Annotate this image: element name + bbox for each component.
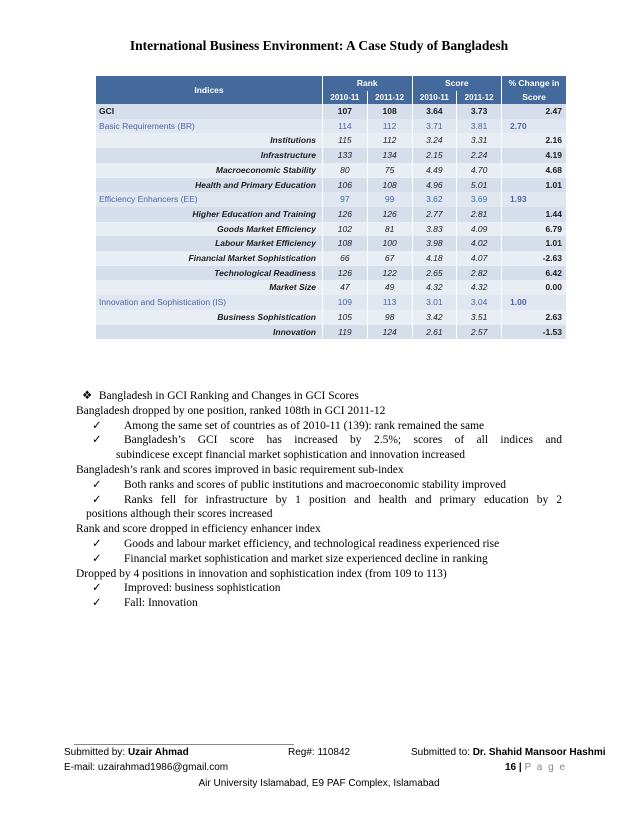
check-item: ✓ Bangladesh’s GCI score has increased by 2.5%; scores of all indices and <box>92 434 562 447</box>
rank-2011: 122 <box>367 266 412 281</box>
check-icon: ✓ <box>92 537 102 550</box>
rank-2011: 100 <box>367 236 412 251</box>
rank-2010: 133 <box>323 148 368 163</box>
index-name: Market Size <box>96 280 323 295</box>
score-2011: 4.07 <box>457 251 502 266</box>
index-name: Efficiency Enhancers (EE) <box>96 192 323 207</box>
rank-2010: 107 <box>323 104 368 119</box>
score-2011: 3.04 <box>457 295 502 310</box>
table-row <box>96 325 566 340</box>
score-2011: 5.01 <box>457 178 502 193</box>
index-name: Higher Education and Training <box>96 207 323 222</box>
pct-change: 1.01 <box>502 178 567 193</box>
check-item-continuation: positions although their scores increased <box>86 508 273 521</box>
rank-2010: 115 <box>323 133 368 148</box>
table-row <box>96 280 566 295</box>
pct-change: 2.63 <box>502 310 567 325</box>
rank-2010: 97 <box>323 192 368 207</box>
index-name: Macroeconomic Stability <box>96 163 323 178</box>
index-name: Infrastructure <box>96 148 323 163</box>
gci-table <box>96 76 566 339</box>
col-score-2011: 2011-12 <box>457 91 502 104</box>
rank-2011: 112 <box>367 133 412 148</box>
table-row <box>96 222 566 237</box>
footer-address: Air University Islamabad, E9 PAF Complex, Islamabad <box>198 778 440 789</box>
col-rank-2011: 2011-12 <box>367 91 412 104</box>
index-name: Labour Market Efficiency <box>96 236 323 251</box>
footer-divider <box>74 744 294 745</box>
page-header-title: International Business Environment: A Case Study of Bangladesh <box>129 38 509 53</box>
pct-change: 1.93 <box>502 192 567 207</box>
table-row <box>96 207 566 222</box>
footer-submitted-by: Submitted by: Uzair Ahmad <box>64 747 189 758</box>
paragraph: Rank and score dropped in efficiency enhancer index <box>76 523 321 536</box>
score-2010: 3.83 <box>412 222 457 237</box>
index-name: Goods Market Efficiency <box>96 222 323 237</box>
score-2011: 2.81 <box>457 207 502 222</box>
score-2010: 3.98 <box>412 236 457 251</box>
score-2011: 4.09 <box>457 222 502 237</box>
score-2010: 4.32 <box>412 280 457 295</box>
score-2010: 3.62 <box>412 192 457 207</box>
check-icon: ✓ <box>92 419 102 432</box>
score-2010: 3.71 <box>412 119 457 134</box>
pct-change: -1.53 <box>502 325 567 340</box>
rank-2011: 49 <box>367 280 412 295</box>
rank-2010: 108 <box>323 236 368 251</box>
rank-2011: 124 <box>367 325 412 340</box>
col-rank-2010: 2010-11 <box>323 91 368 104</box>
index-name: Innovation <box>96 325 323 340</box>
index-name: Basic Requirements (BR) <box>96 119 323 134</box>
col-indices: Indices <box>96 76 323 104</box>
col-score-2010: 2010-11 <box>412 91 457 104</box>
check-icon: ✓ <box>92 478 102 491</box>
score-2010: 2.77 <box>412 207 457 222</box>
pct-change: 6.79 <box>502 222 567 237</box>
col-rank: Rank <box>323 76 413 91</box>
check-item: ✓ Improved: business sophistication <box>92 582 281 595</box>
score-2010: 3.64 <box>412 104 457 119</box>
pct-change: -2.63 <box>502 251 567 266</box>
score-2011: 3.31 <box>457 133 502 148</box>
score-2010: 3.42 <box>412 310 457 325</box>
pct-change: 1.00 <box>502 295 567 310</box>
pct-change: 2.70 <box>502 119 567 134</box>
table-row <box>96 295 566 310</box>
rank-2010: 114 <box>323 119 368 134</box>
check-item: ✓ Fall: Innovation <box>92 597 198 610</box>
score-2010: 3.01 <box>412 295 457 310</box>
score-2010: 4.49 <box>412 163 457 178</box>
col-pct-change: % Change in Score <box>502 76 567 104</box>
score-2011: 3.51 <box>457 310 502 325</box>
table-row <box>96 133 566 148</box>
rank-2011: 112 <box>367 119 412 134</box>
footer-submitted-to: Submitted to: Dr. Shahid Mansoor Hashmi <box>411 747 606 758</box>
index-name: Health and Primary Education <box>96 178 323 193</box>
table-row <box>96 178 566 193</box>
index-name: Financial Market Sophistication <box>96 251 323 266</box>
pct-change: 1.01 <box>502 236 567 251</box>
table-row <box>96 310 566 325</box>
score-2010: 2.15 <box>412 148 457 163</box>
rank-2010: 80 <box>323 163 368 178</box>
rank-2011: 113 <box>367 295 412 310</box>
gci-table-body <box>96 104 566 339</box>
score-2011: 3.73 <box>457 104 502 119</box>
rank-2010: 126 <box>323 266 368 281</box>
table-row <box>96 148 566 163</box>
score-2011: 4.32 <box>457 280 502 295</box>
rank-2010: 106 <box>323 178 368 193</box>
table-row <box>96 266 566 281</box>
check-item: ✓ Goods and labour market efficiency, and technological readiness experienced rise <box>92 537 500 550</box>
score-2010: 2.65 <box>412 266 457 281</box>
check-icon: ✓ <box>92 597 102 610</box>
pct-change: 4.68 <box>502 163 567 178</box>
table-row <box>96 251 566 266</box>
table-row <box>96 192 566 207</box>
rank-2011: 99 <box>367 192 412 207</box>
check-item: ✓ Among the same set of countries as of 2010-11 (139): rank remained the same <box>92 419 485 432</box>
score-2011: 3.81 <box>457 119 502 134</box>
score-2011: 2.57 <box>457 325 502 340</box>
footer-page-number: 16 | P a g e <box>505 762 567 773</box>
pct-change: 6.42 <box>502 266 567 281</box>
rank-2010: 105 <box>323 310 368 325</box>
score-2011: 4.70 <box>457 163 502 178</box>
table-row <box>96 163 566 178</box>
paragraph: Bangladesh’s rank and scores improved in basic requirement sub-index <box>76 463 404 476</box>
pct-change: 4.19 <box>502 148 567 163</box>
rank-2011: 98 <box>367 310 412 325</box>
pct-change: 1.44 <box>502 207 567 222</box>
score-2011: 3.69 <box>457 192 502 207</box>
check-icon: ✓ <box>92 582 102 595</box>
index-name: Innovation and Sophistication (IS) <box>96 295 323 310</box>
rank-2011: 67 <box>367 251 412 266</box>
rank-2011: 81 <box>367 222 412 237</box>
footer-email: E-mail: uzairahmad1986@gmail.com <box>64 762 229 773</box>
score-2011: 2.24 <box>457 148 502 163</box>
check-item: ✓ Both ranks and scores of public institutions and macroeconomic stability improved <box>92 478 506 491</box>
section-heading: ❖ Bangladesh in GCI Ranking and Changes in GCI Scores <box>82 390 359 402</box>
rank-2011: 108 <box>367 104 412 119</box>
table-row <box>96 104 566 119</box>
col-score: Score <box>412 76 502 91</box>
score-2011: 4.02 <box>457 236 502 251</box>
rank-2010: 47 <box>323 280 368 295</box>
index-name: Institutions <box>96 133 323 148</box>
rank-2010: 119 <box>323 325 368 340</box>
index-name: Technological Readiness <box>96 266 323 281</box>
rank-2011: 108 <box>367 178 412 193</box>
pct-change: 0.00 <box>502 280 567 295</box>
check-item: ✓ Financial market sophistication and market size experienced decline in ranking <box>92 552 488 565</box>
score-2011: 2.82 <box>457 266 502 281</box>
check-item: ✓ Ranks fell for infrastructure by 1 position and health and primary education by 2 <box>92 493 562 506</box>
score-2010: 3.24 <box>412 133 457 148</box>
table-row <box>96 119 566 134</box>
body-text <box>76 389 562 611</box>
check-icon: ✓ <box>92 434 102 447</box>
rank-2011: 126 <box>367 207 412 222</box>
score-2010: 4.18 <box>412 251 457 266</box>
index-name: Business Sophistication <box>96 310 323 325</box>
diamond-bullet-icon: ❖ <box>82 390 93 402</box>
table-row <box>96 236 566 251</box>
check-icon: ✓ <box>92 552 102 565</box>
rank-2011: 134 <box>367 148 412 163</box>
rank-2010: 126 <box>323 207 368 222</box>
score-2010: 2.61 <box>412 325 457 340</box>
score-2010: 4.96 <box>412 178 457 193</box>
check-icon: ✓ <box>92 493 102 506</box>
rank-2010: 109 <box>323 295 368 310</box>
pct-change: 2.16 <box>502 133 567 148</box>
footer-reg: Reg#: 110842 <box>288 747 351 758</box>
rank-2011: 75 <box>367 163 412 178</box>
pct-change: 2.47 <box>502 104 567 119</box>
paragraph: Bangladesh dropped by one position, ranked 108th in GCI 2011-12 <box>76 404 386 417</box>
rank-2010: 102 <box>323 222 368 237</box>
check-item-continuation: subindicese except financial market sophistication and innovation increased <box>116 449 466 462</box>
paragraph: Dropped by 4 positions in innovation and sophistication index (from 109 to 113) <box>76 567 447 580</box>
rank-2010: 66 <box>323 251 368 266</box>
index-name: GCI <box>96 104 323 119</box>
